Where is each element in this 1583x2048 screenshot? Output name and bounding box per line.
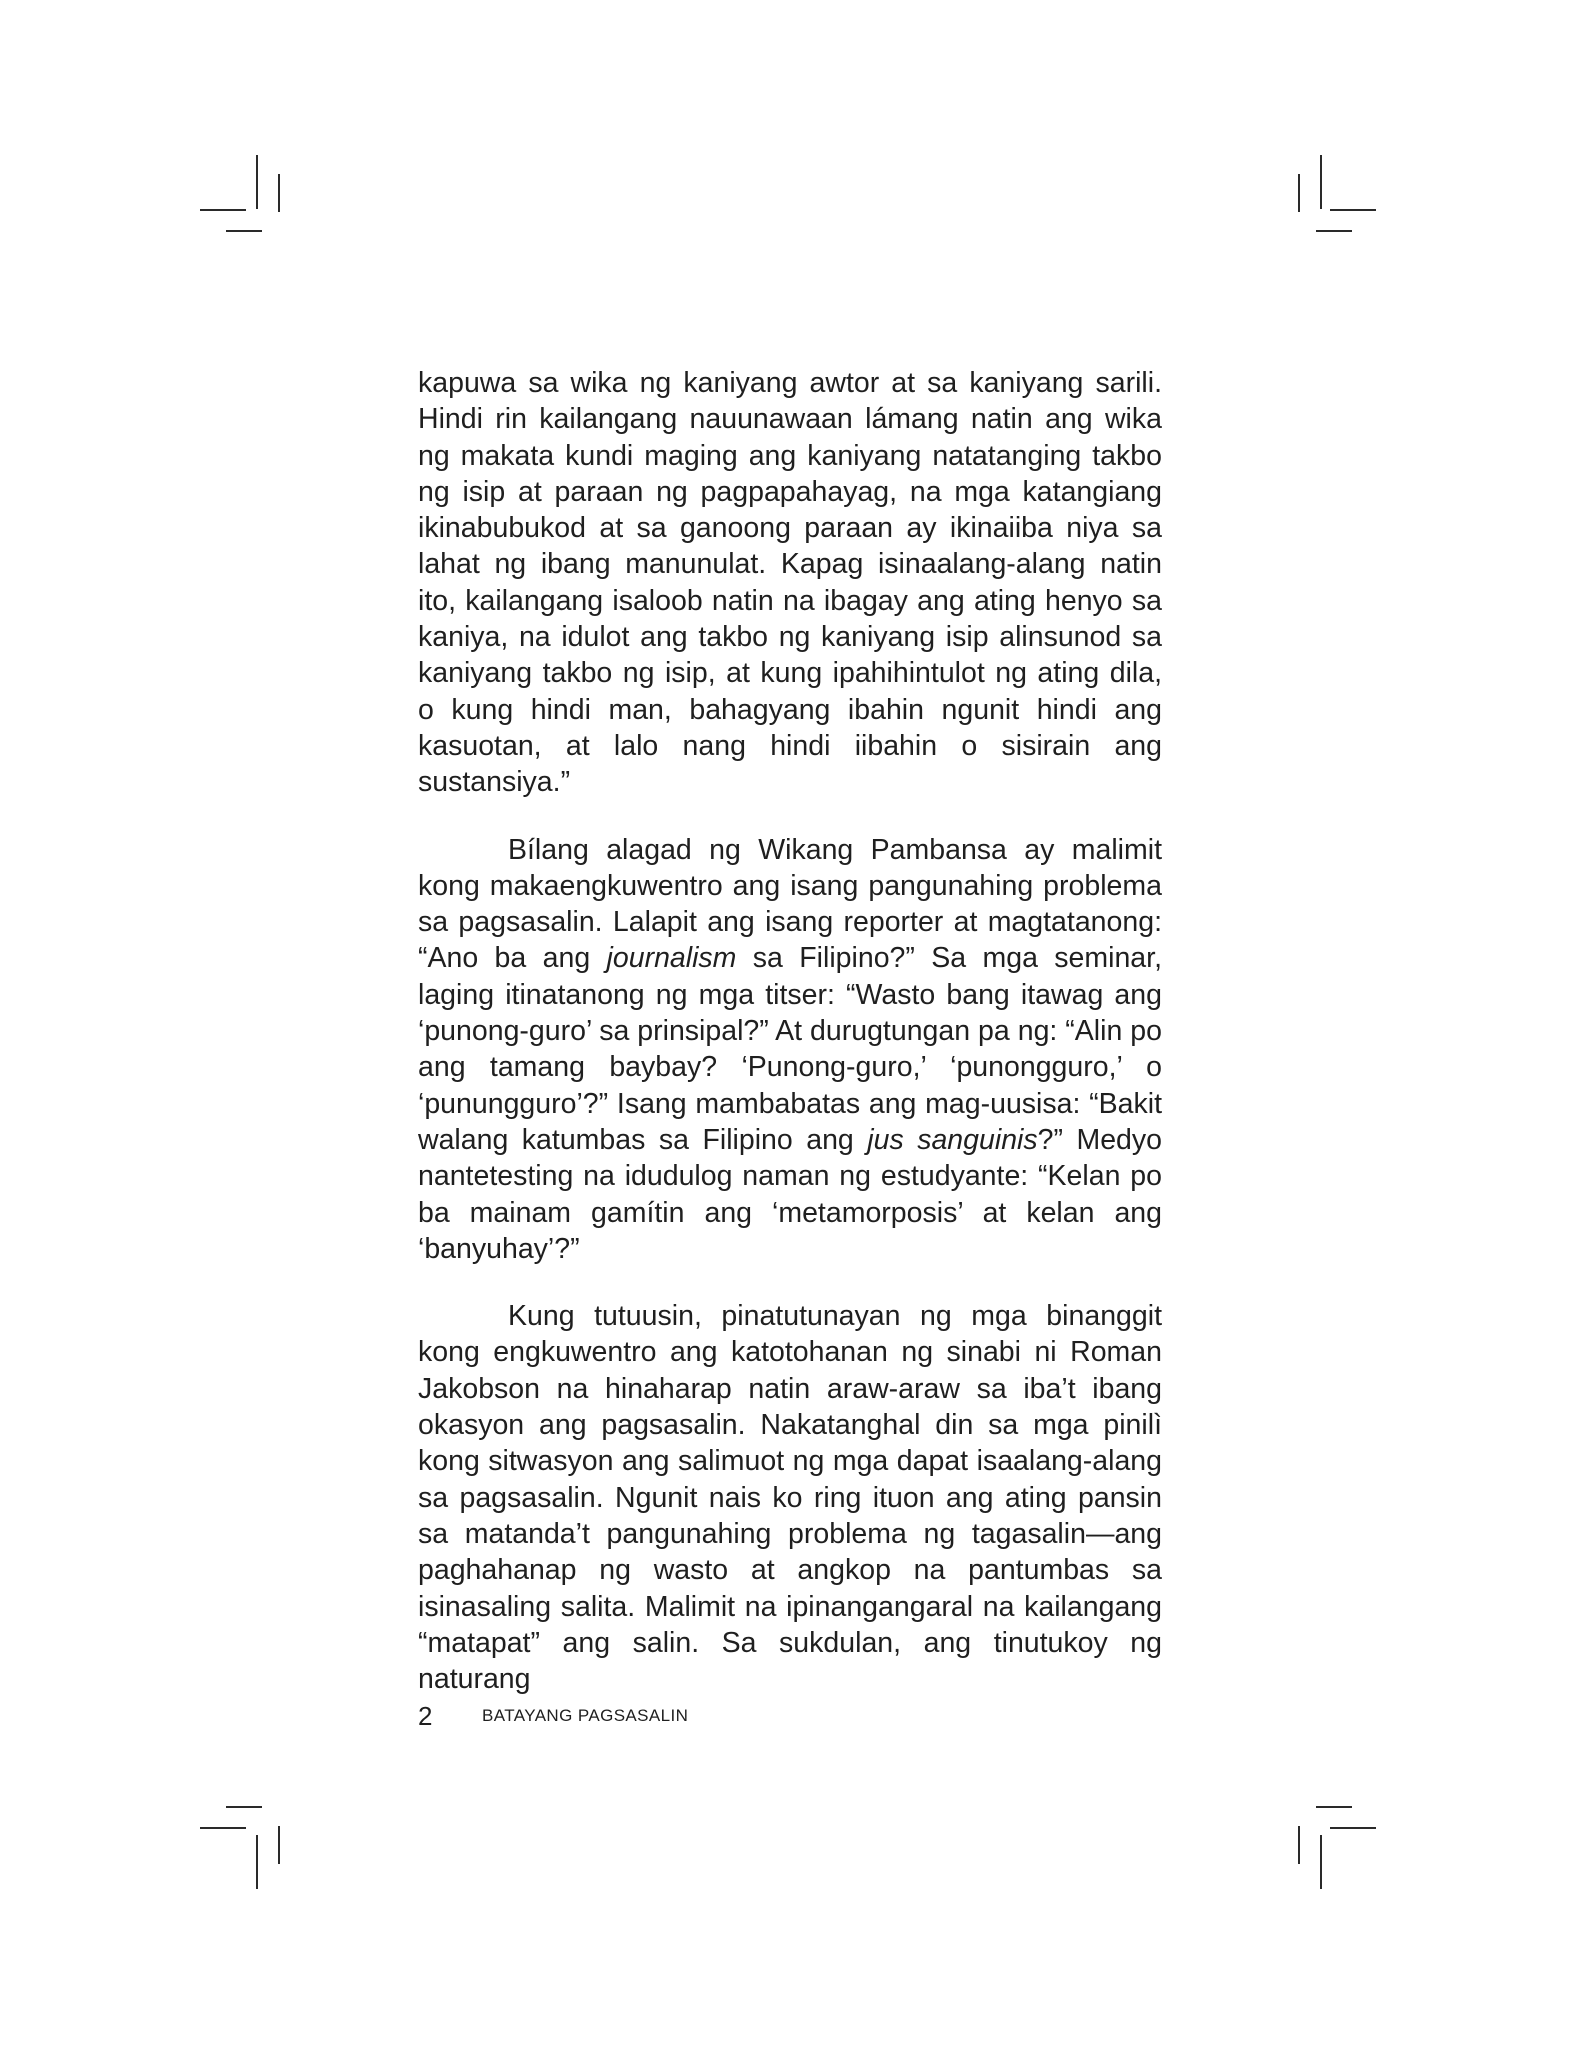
crop-mark-top-right-h2 bbox=[1316, 230, 1352, 232]
paragraph-3 bbox=[418, 1298, 1162, 1697]
crop-mark-top-right-v2 bbox=[1320, 155, 1322, 209]
paragraph-3-text: Kung tutuusin, pinatutunayan ng mga binanggit kong engkuwentro ang katotohanan ng sinabi ni Roman Jakobson na hinaharap natin araw-araw sa iba’t ibang okasyon ang pagsasalin. Nakatanghal din sa mga pinilì kong sitwasyon ang salimuot ng mga dapat isaalang-alang sa pagsasalin. Ngunit nais ko ring ituon ang ating pansin sa matanda’t pangunahing problema ng tagasalin—ang paghahanap ng wasto at angkop na pantumbas sa isinasaling salita. Malimit na ipinangangaral na kailangang “matapat” ang salin. Sa sukdulan, ang tinutukoy ng naturang bbox=[418, 1300, 1162, 1696]
paragraph-1-text: kapuwa sa wika ng kaniyang awtor at sa kaniyang sarili. Hindi rin kailangang nauunawaan lámang natin ang wika ng makata kundi maging ang kaniyang natatanging takbo ng isip at paraan ng pagpapahayag, na mga katangiang ikinabubukod at sa ganoong paraan ay ikinaiiba niya sa lahat ng ibang manunulat. Kapag isinaalang-alang natin ito, kailangang isaloob natin na ibagay ang ating henyo sa kaniya, na idulot ang takbo ng kaniyang isip alinsunod sa kaniyang takbo ng isip, at kung ipahihintulot ng ating dila, o kung hindi man, bahagyang ibahin ngunit hindi ang kasuotan, at lalo nang hindi iibahin o sisirain ang sustansiya.” bbox=[418, 367, 1162, 799]
paragraph-2-text-b: sa Filipino?” Sa mga seminar, laging itinatanong ng mga titser: “Wasto bang itawag ang ‘punong-guro’ sa prinsipal?” At durugtungan pa ng: “Alin po ang tamang baybay? ‘Punong-guro,’ ‘punongguro,’ o ‘punungguro’?” Isang mambabatas ang mag-uusisa: “Bakit walang katumbas sa Filipino ang bbox=[418, 942, 1162, 1156]
crop-mark-top-left-v2 bbox=[278, 174, 280, 212]
body-text bbox=[418, 365, 1162, 1697]
crop-mark-bottom-right-v2 bbox=[1320, 1835, 1322, 1889]
crop-mark-top-right-v1 bbox=[1298, 174, 1300, 212]
running-title: BATAYANG PAGSASALIN bbox=[482, 1706, 689, 1725]
paragraph-2-text-a: Bílang alagad ng Wikang Pambansa ay malimit kong makaengkuwentro ang isang pangunahing problema sa pagsasalin. Lalapit ang isang reporter at magtatanong: “Ano ba ang bbox=[418, 833, 1162, 975]
paragraph-2-text-c: ?” Medyo nantetesting na idudulog naman ng estudyante: “Kelan po ba mainam gamítin ang ‘metamorposis’ at kelan ang ‘banyuhay’?” bbox=[418, 1123, 1162, 1265]
term-jus-sanguinis: jus sanguinis bbox=[867, 1123, 1038, 1156]
crop-mark-top-left-v1 bbox=[256, 155, 258, 209]
crop-mark-bottom-right-h2 bbox=[1330, 1827, 1376, 1829]
crop-mark-bottom-right-v1 bbox=[1298, 1826, 1300, 1864]
term-journalism: journalism bbox=[606, 942, 737, 975]
crop-mark-bottom-left-h1 bbox=[226, 1806, 262, 1808]
crop-mark-bottom-left-h2 bbox=[200, 1827, 246, 1829]
crop-mark-top-left-h1 bbox=[200, 209, 246, 211]
page-footer bbox=[418, 1700, 1162, 1732]
crop-mark-top-left-h2 bbox=[226, 230, 262, 232]
page-number: 2 bbox=[418, 1700, 433, 1731]
paragraph-1 bbox=[418, 365, 1162, 801]
crop-mark-bottom-left-v1 bbox=[256, 1835, 258, 1889]
crop-mark-bottom-right-h1 bbox=[1316, 1806, 1352, 1808]
crop-mark-bottom-left-v2 bbox=[278, 1826, 280, 1864]
paragraph-2 bbox=[418, 832, 1162, 1268]
crop-mark-top-right-h1 bbox=[1330, 209, 1376, 211]
